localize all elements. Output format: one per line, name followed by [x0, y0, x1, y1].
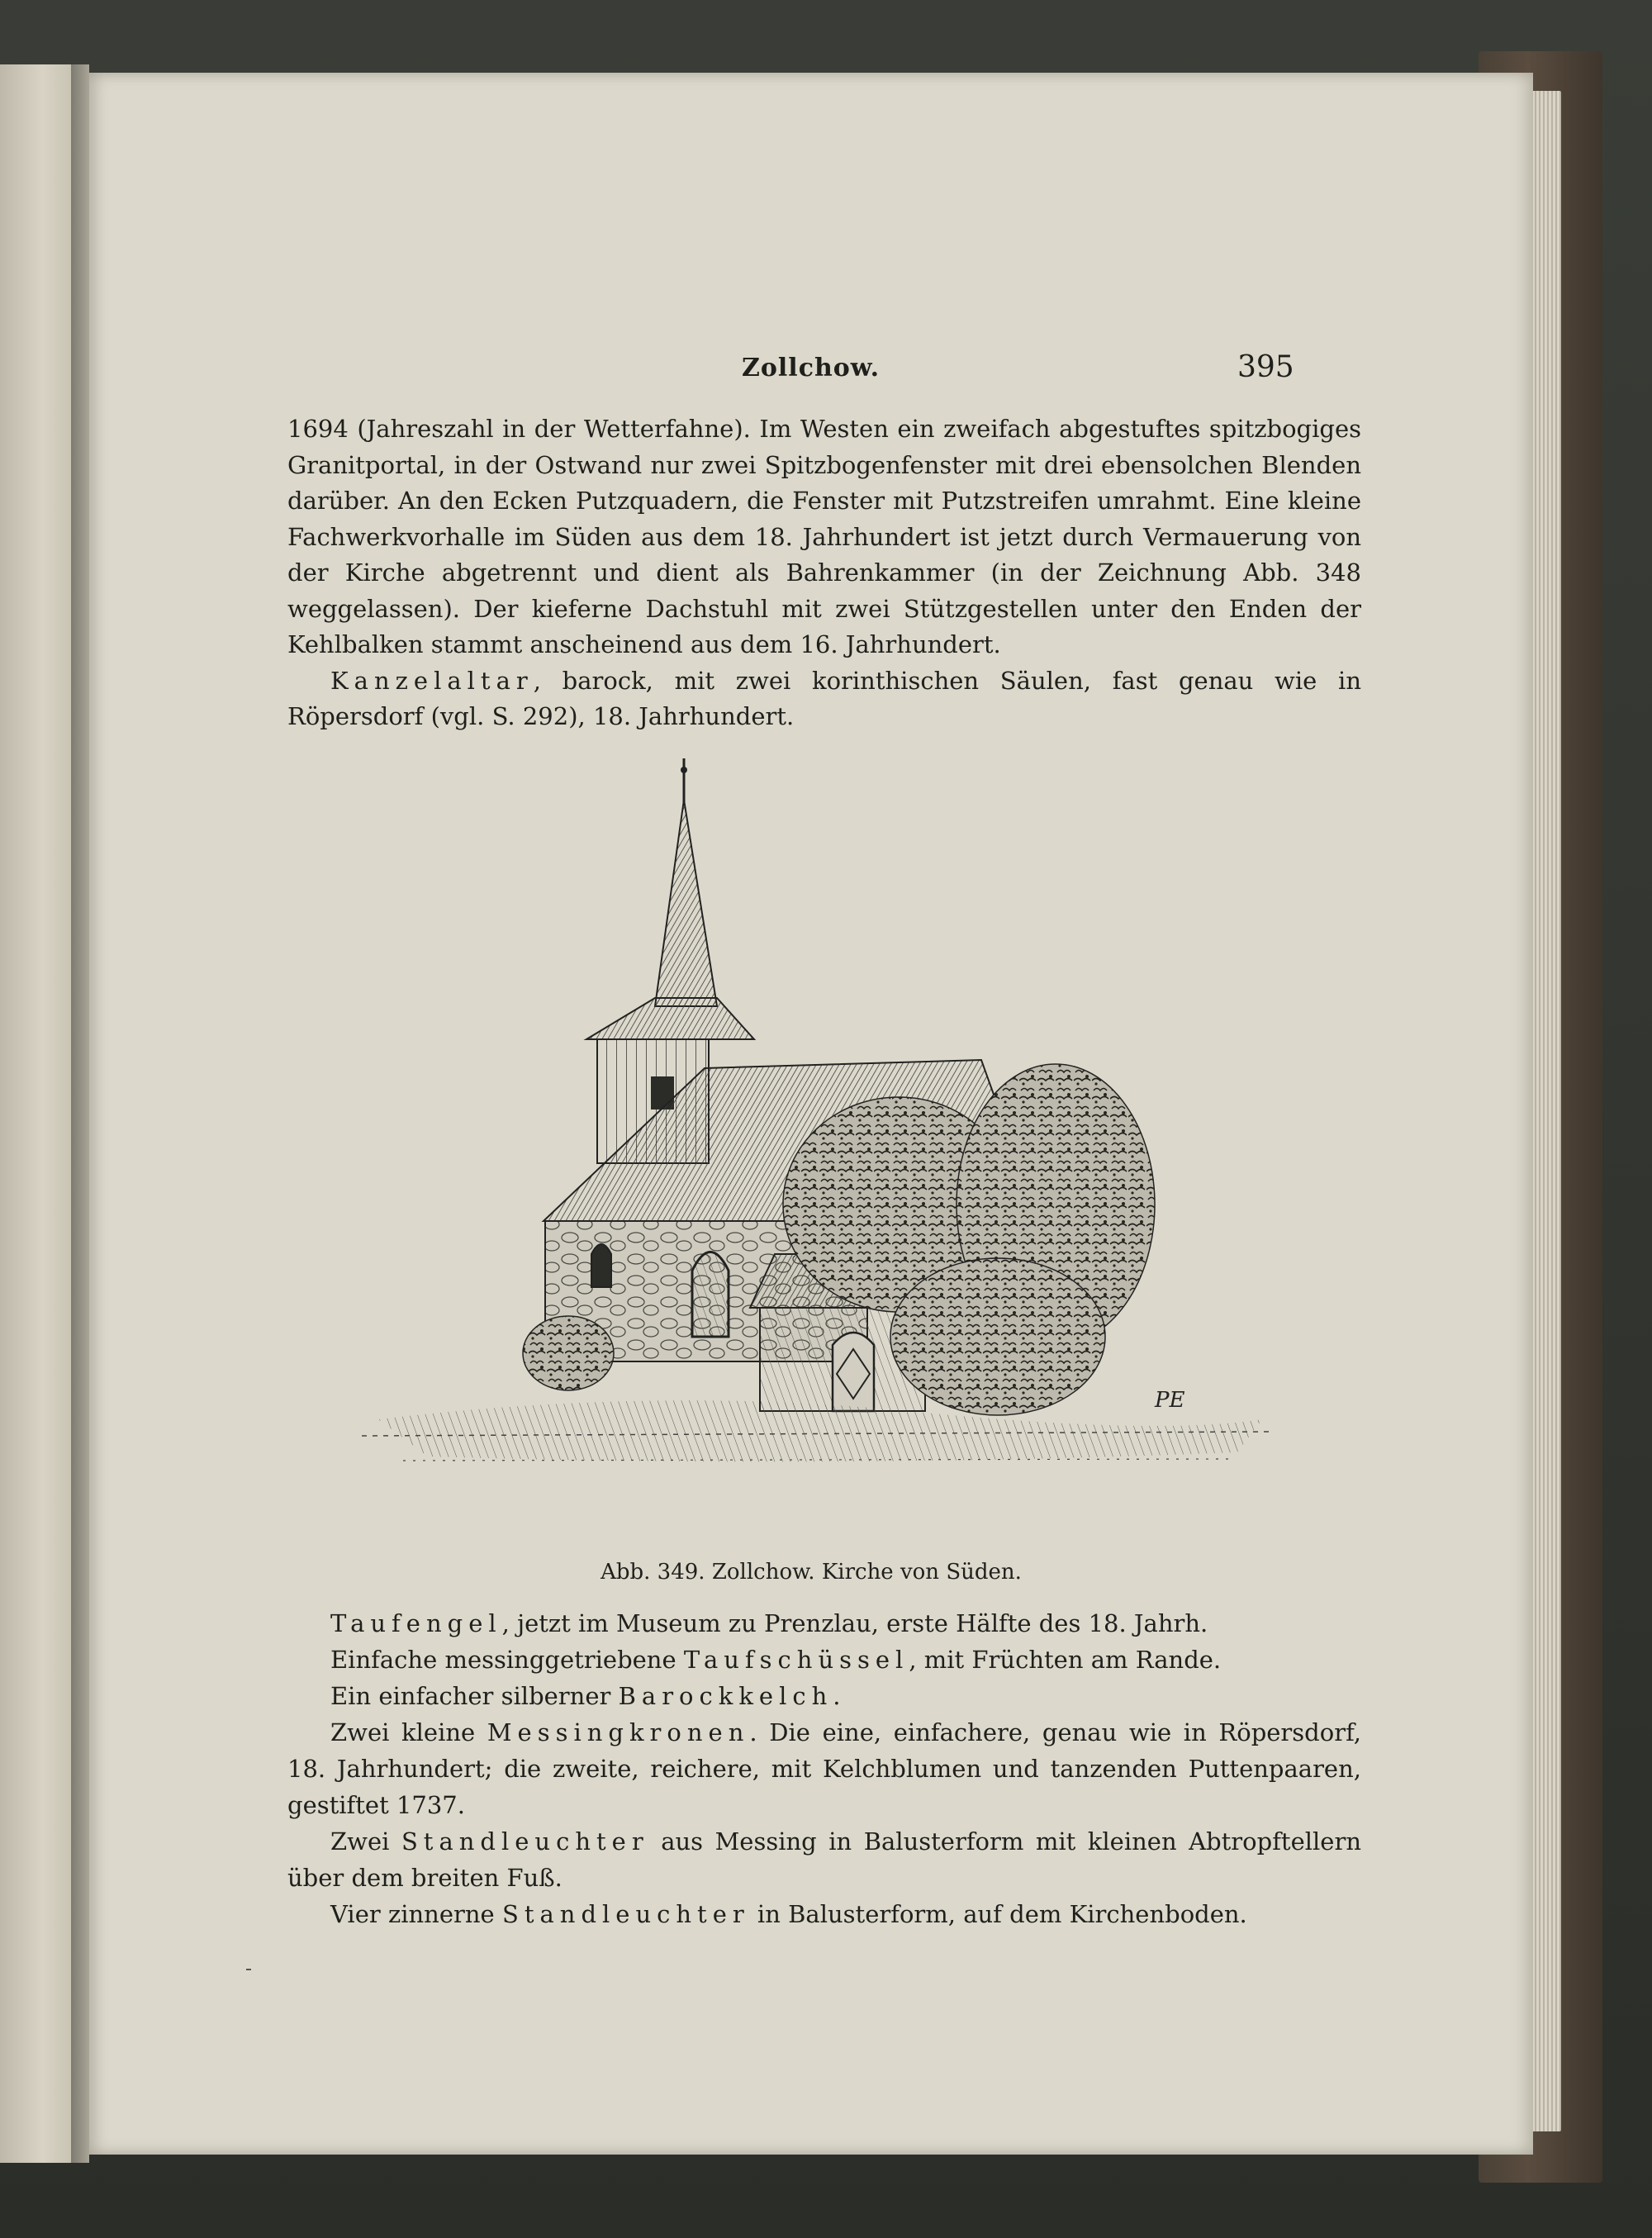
- body-text-inventory: [287, 1605, 1361, 1932]
- paragraph-church-description: 1694 (Jahreszahl in der Wetterfahne). Im Westen ein zweifach abgestuftes spitzbogiges Granitportal, in der Ostwand nur zwei Spitzbogenfenster mit drei ebensolchen Blenden darüber. An den Ecken Putzquadern, die Fenster mit Putzstreifen umrahmt. Eine kleine Fachwerkvorhalle im Süden aus dem 18. Jahrhundert ist jetzt durch Vermauerung von der Kirche abgetrennt und dient als Bahrenkammer (in der Zeichnung Abb. 348 weggelassen). Der kieferne Dachstuhl mit zwei Stützgestellen unter den Enden der Kehlbalken stammt anscheinend aus dem 16. Jahrhundert.: [287, 415, 1361, 658]
- running-head: Zollchow.: [742, 354, 881, 383]
- book-page: [89, 73, 1533, 2155]
- margin-mark: [246, 1969, 251, 1970]
- church-window-gothic: [692, 1252, 729, 1338]
- figure-caption: Abb. 349. Zollchow. Kirche von Süden.: [601, 1560, 1022, 1585]
- church-window-west: [591, 1244, 611, 1287]
- inventory-standleuchter-messing: Zwei Standleuchter aus Messing in Balusterform mit kleinen Abtropftellern über dem breiten Fuß.: [287, 1827, 1361, 1892]
- paragraph-kanzelaltar: [287, 663, 1361, 735]
- body-text-top: [287, 411, 1361, 735]
- term-taufengel: Taufengel: [330, 1609, 502, 1637]
- kanzelaltar-text: , barock, mit zwei korinthischen Säulen, fast genau wie in Röpersdorf (vgl. S. 292), 18. Jahrhundert.: [287, 666, 1361, 730]
- inventory-taufengel: Taufengel, jetzt im Museum zu Prenzlau, erste Hälfte des 18. Jahrh.: [330, 1609, 1208, 1637]
- spire-ball: [681, 767, 687, 773]
- term-standleuchter-zinn: Standleuchter: [501, 1900, 750, 1928]
- inventory-barockkelch: Ein einfacher silberner Barockkelch.: [330, 1682, 841, 1710]
- church-spire: [655, 800, 717, 1006]
- inventory-standleuchter-zinn: Vier zinnerne Standleuchter in Balusterform, auf dem Kirchenboden.: [330, 1900, 1247, 1928]
- term-barockkelch: Barockkelch: [618, 1682, 833, 1710]
- tower-roof: [586, 998, 754, 1039]
- page-number: 395: [1237, 350, 1294, 384]
- left-page-edge: [0, 64, 73, 2163]
- inventory-messingkronen: Zwei kleine Messingkronen. Die eine, einfachere, genau wie in Röpersdorf, 18. Jahrhundert; die zweite, reichere, mit Kelchblumen und tanzenden Puttenpaaren, gestiftet 1737.: [287, 1718, 1361, 1819]
- inventory-taufschuessel: Einfache messinggetriebene Taufschüssel, mit Früchten am Rande.: [330, 1646, 1222, 1674]
- term-kanzelaltar: Kanzelaltar: [330, 666, 534, 695]
- term-standleuchter: Standleuchter: [401, 1827, 649, 1855]
- artist-monogram: PE: [1155, 1388, 1185, 1413]
- term-taufschuessel: Taufschüssel: [683, 1646, 909, 1674]
- book-gutter: [71, 64, 89, 2163]
- bush-left: [523, 1316, 614, 1390]
- term-messingkronen: Messingkronen: [487, 1718, 750, 1746]
- bush-right: [890, 1258, 1105, 1415]
- church-illustration: [329, 758, 1287, 1551]
- ground: [378, 1400, 1262, 1461]
- page-header: [89, 350, 1533, 403]
